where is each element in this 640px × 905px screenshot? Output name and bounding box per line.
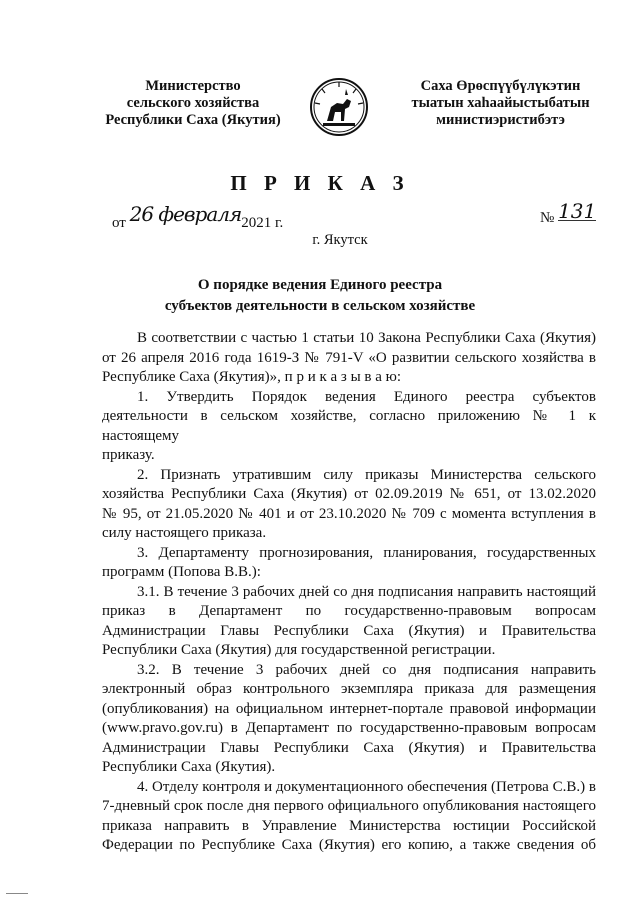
body-line: деятельности в сельском хозяйстве, согласно приложению № 1 к настоящему (102, 408, 596, 444)
body-line: Администрации Главы Республики Саха (Якутия) и Правительства (102, 622, 596, 639)
handwritten-number: 131 (558, 199, 597, 223)
body-line: электронный образ контрольного экземпляра приказа для размещения (102, 681, 596, 697)
body-line: хозяйства Республики Саха (Якутия) от 02.09.2019 № 651, от 13.02.2020 (102, 486, 596, 502)
body-line: № 95, от 21.05.2020 № 401 и от 23.10.2020 № 709 с момента вступления в (102, 505, 596, 522)
body-line: Республике Саха (Якутия)», п р и к а з ы в а ю: (102, 369, 402, 385)
body-line: приказа направить в Управление Министерства юстиции Российской (102, 817, 596, 834)
ministry-name-yakut (398, 78, 603, 129)
margin-mark (6, 893, 28, 894)
ministry-line: сельского хозяйства (126, 95, 260, 111)
order-subject (0, 275, 640, 317)
subject-line: субъектов деятельности в сельском хозяйстве (164, 298, 476, 314)
body-line: от 26 апреля 2016 года 1619-З № 791-V «О развитии сельского хозяйства в (102, 349, 596, 366)
body-line: приказу. (102, 447, 155, 463)
body-line: приказ в Департамент по государственно-правовым вопросам (102, 603, 596, 619)
body-line: Республики Саха (Якутия) для государственной регистрации. (102, 642, 496, 658)
date-year: 2021 г. (241, 215, 284, 231)
ministry-line: тыатын хаһаайыстыбатын (411, 95, 590, 111)
body-line: 4. Отделу контроля и документационного обеспечения (Петрова С.В.) в (137, 778, 596, 795)
body-line: программ (Попова В.В.): (102, 564, 261, 580)
body-line: силу настоящего приказа. (102, 525, 267, 541)
order-number (540, 199, 597, 227)
body-line: 7-дневный срок после дня первого официального опубликования настоящего (102, 798, 596, 814)
body-line: 1. Утвердить Порядок ведения Единого реестра субъектов (137, 388, 596, 405)
ministry-line: министиэристибэтэ (436, 112, 565, 128)
handwritten-date: 26 февраля (129, 202, 242, 226)
body-line: 2. Признать утратившим силу приказы Министерства сельского (137, 466, 596, 483)
order-date (112, 202, 284, 232)
ministry-line: Саха Өрөспүүбүлүкэтин (420, 78, 581, 94)
date-prefix: от (112, 215, 126, 231)
body-line: Республики Саха (Якутия). (102, 759, 276, 775)
body-line: 3. Департаменту прогнозирования, планирования, государственных (137, 544, 596, 561)
body-line: 3.2. В течение 3 рабочих дней со дня подписания направить (137, 661, 596, 678)
body-line: Федерации по Республике Саха (Якутия) его копию, а также сведения об (102, 837, 596, 853)
body-line: (www.pravo.gov.ru) в Департамент по государственно-правовым вопросам (102, 720, 596, 736)
order-body (102, 329, 596, 856)
ministry-line: Министерство (145, 78, 241, 94)
subject-line: О порядке ведения Единого реестра (197, 277, 443, 293)
body-line: В соответствии с частью 1 статьи 10 Закона Республики Саха (Якутия) (137, 330, 596, 346)
city: г. Якутск (312, 232, 368, 248)
number-prefix: № (540, 210, 555, 226)
body-line: (опубликования) на официальном интернет-портале правовой информации (102, 700, 596, 717)
coat-of-arms-emblem (309, 77, 369, 137)
ministry-name-russian (88, 78, 298, 129)
body-line: 3.1. В течение 3 рабочих дней со дня подписания направить настоящий (137, 583, 596, 600)
body-line: Администрации Главы Республики Саха (Якутия) и Правительства (102, 739, 596, 756)
document-title: П Р И К А З (230, 171, 410, 195)
ministry-line: Республики Саха (Якутия) (105, 112, 281, 128)
